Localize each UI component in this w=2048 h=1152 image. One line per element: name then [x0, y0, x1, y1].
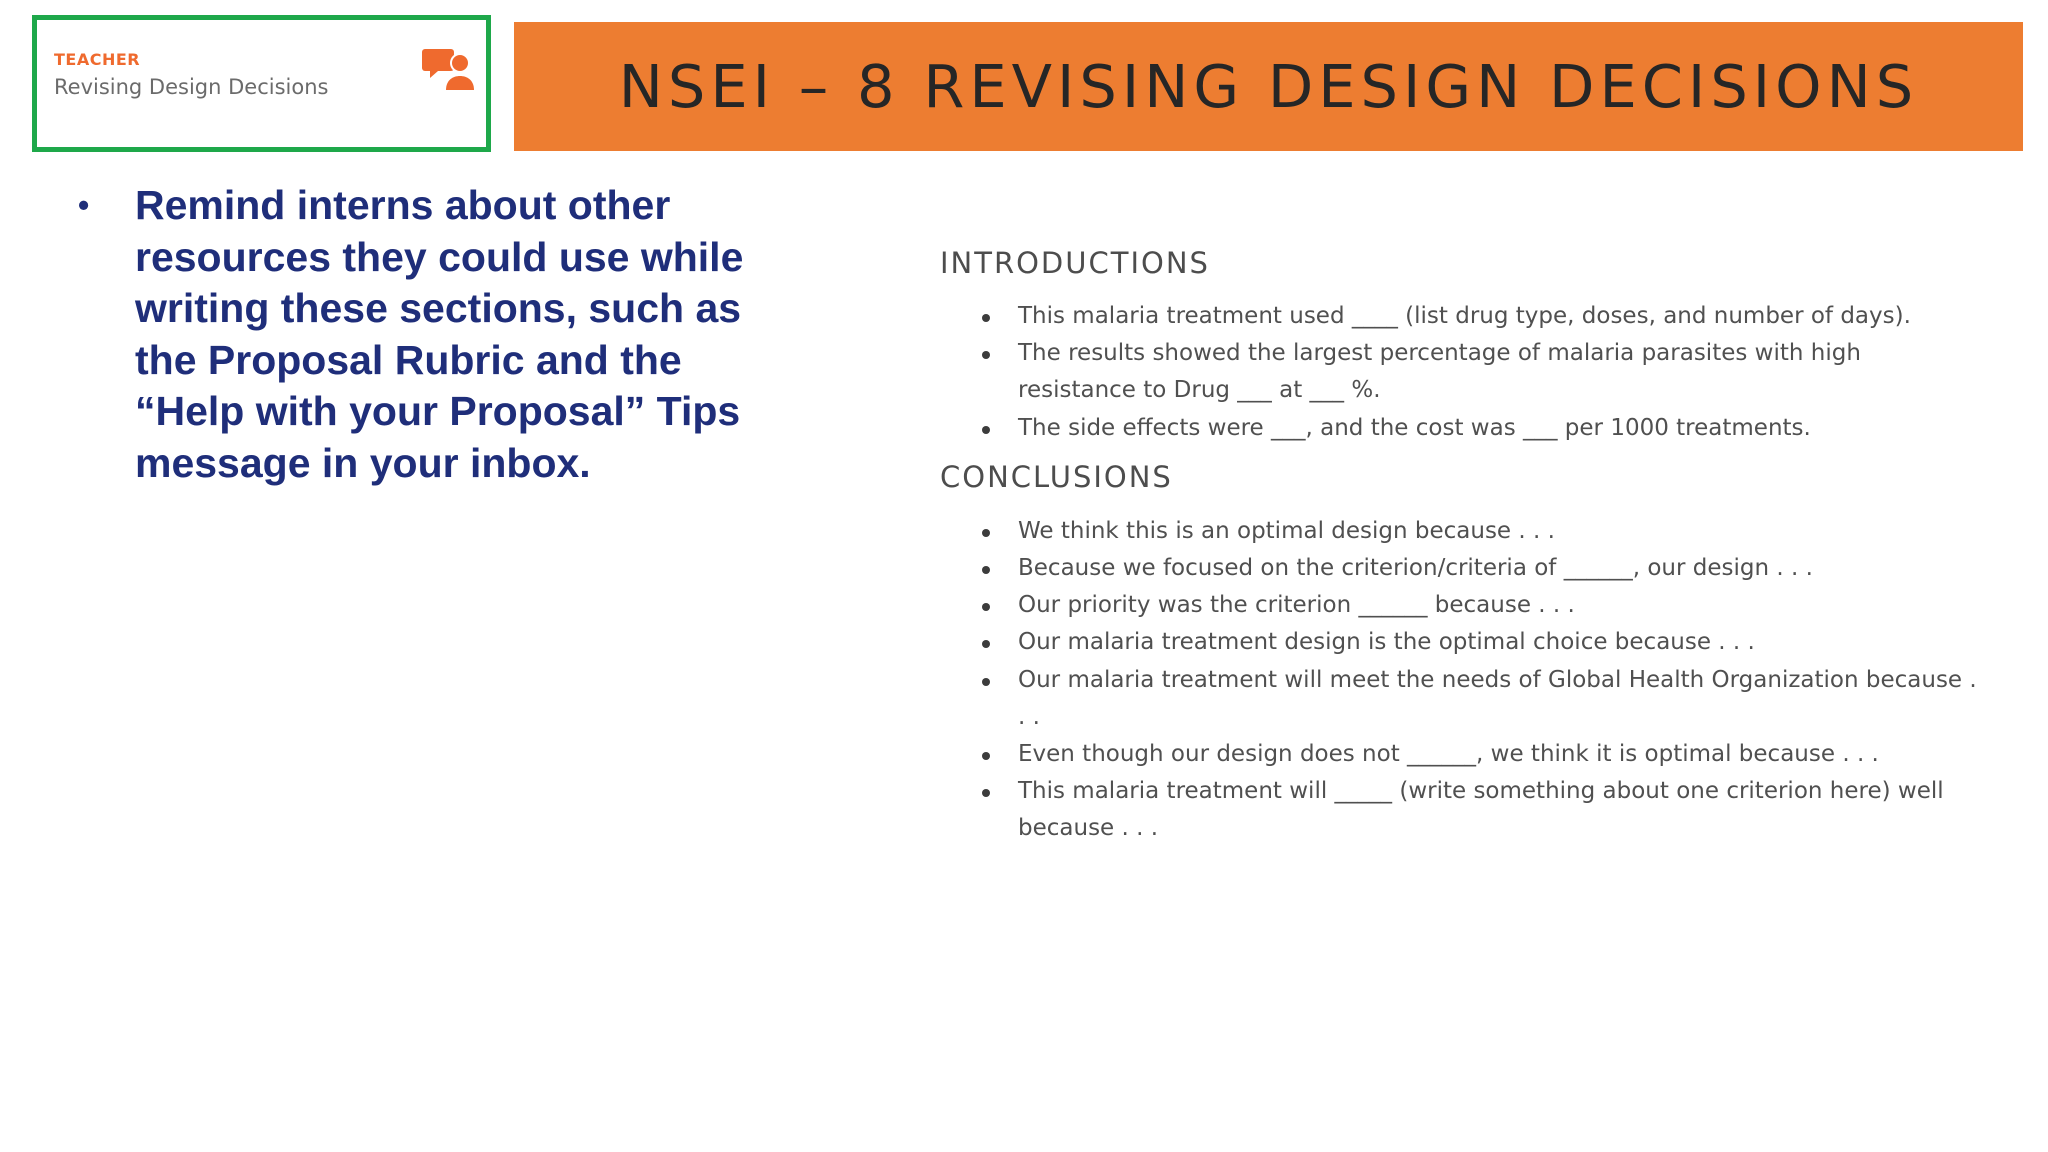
conclusions-list [940, 513, 1980, 848]
list-item-text: Even though our design does not ______, we think it is optimal because . . . [1018, 741, 1879, 768]
list-item-text: This malaria treatment used ____ (list drug type, doses, and number of days). [1018, 303, 1911, 329]
bullet-dot-icon [982, 789, 990, 797]
list-item [940, 410, 1980, 447]
list-item-text: Because we focused on the criterion/criteria of ______, our design . . . [1018, 555, 1813, 582]
bullet-dot-icon [982, 566, 990, 574]
conclusions-heading: CONCLUSIONS [940, 459, 1173, 494]
teacher-card-title: Revising Design Decisions [54, 75, 329, 99]
list-item [940, 662, 1980, 736]
list-item-text: Our malaria treatment design is the optimal choice because . . . [1018, 629, 1755, 656]
list-item [940, 624, 1980, 661]
list-item-text: We think this is an optimal design because . . . [1018, 517, 1555, 544]
list-item [940, 550, 1980, 587]
list-item-text: Our malaria treatment will meet the needs of Global Health Organization because . . . [1018, 666, 1977, 730]
list-item [940, 587, 1980, 624]
introductions-heading: INTRODUCTIONS [940, 246, 1210, 280]
bullet-dot-icon [982, 640, 990, 648]
teacher-card [32, 15, 491, 152]
list-item-text: The side effects were ___, and the cost was ___ per 1000 treatments. [1018, 414, 1811, 441]
teacher-label: TEACHER [54, 50, 141, 69]
bullet-dot-icon: • [78, 187, 90, 223]
bullet-dot-icon [982, 426, 990, 434]
list-item-text: The results showed the largest percentage of malaria parasites with high resistance to Drug ___ at ___ %. [1018, 340, 1861, 404]
teacher-person-icon [420, 45, 480, 95]
list-item [940, 513, 1980, 550]
sentence-starters-document [940, 243, 1980, 848]
list-item [940, 335, 1980, 409]
notes-bullet-list [72, 180, 792, 489]
bullet-dot-icon [982, 351, 990, 359]
list-item [940, 736, 1980, 773]
slide-title: NSEI – 8 REVISING DESIGN DECISIONS [618, 52, 1919, 121]
bullet-dot-icon [982, 603, 990, 611]
bullet-dot-icon [982, 529, 990, 537]
list-item-text: Our priority was the criterion ______ because . . . [1018, 592, 1575, 619]
introductions-list [940, 298, 1980, 447]
notes-bullet-text: Remind interns about other resources they could use while writing these sections, such as the Proposal Rubric and the “Help with your Proposal” Tips message in your inbox. [135, 182, 744, 486]
title-bar [514, 22, 2023, 151]
list-item [940, 773, 1980, 847]
list-item-text: This malaria treatment will _____ (write something about one criterion here) well because . . . [1018, 778, 1944, 842]
bullet-dot-icon [982, 752, 990, 760]
list-item [940, 298, 1980, 335]
notes-bullet-item [72, 180, 792, 489]
bullet-dot-icon [982, 678, 990, 686]
bullet-dot-icon [982, 314, 990, 322]
